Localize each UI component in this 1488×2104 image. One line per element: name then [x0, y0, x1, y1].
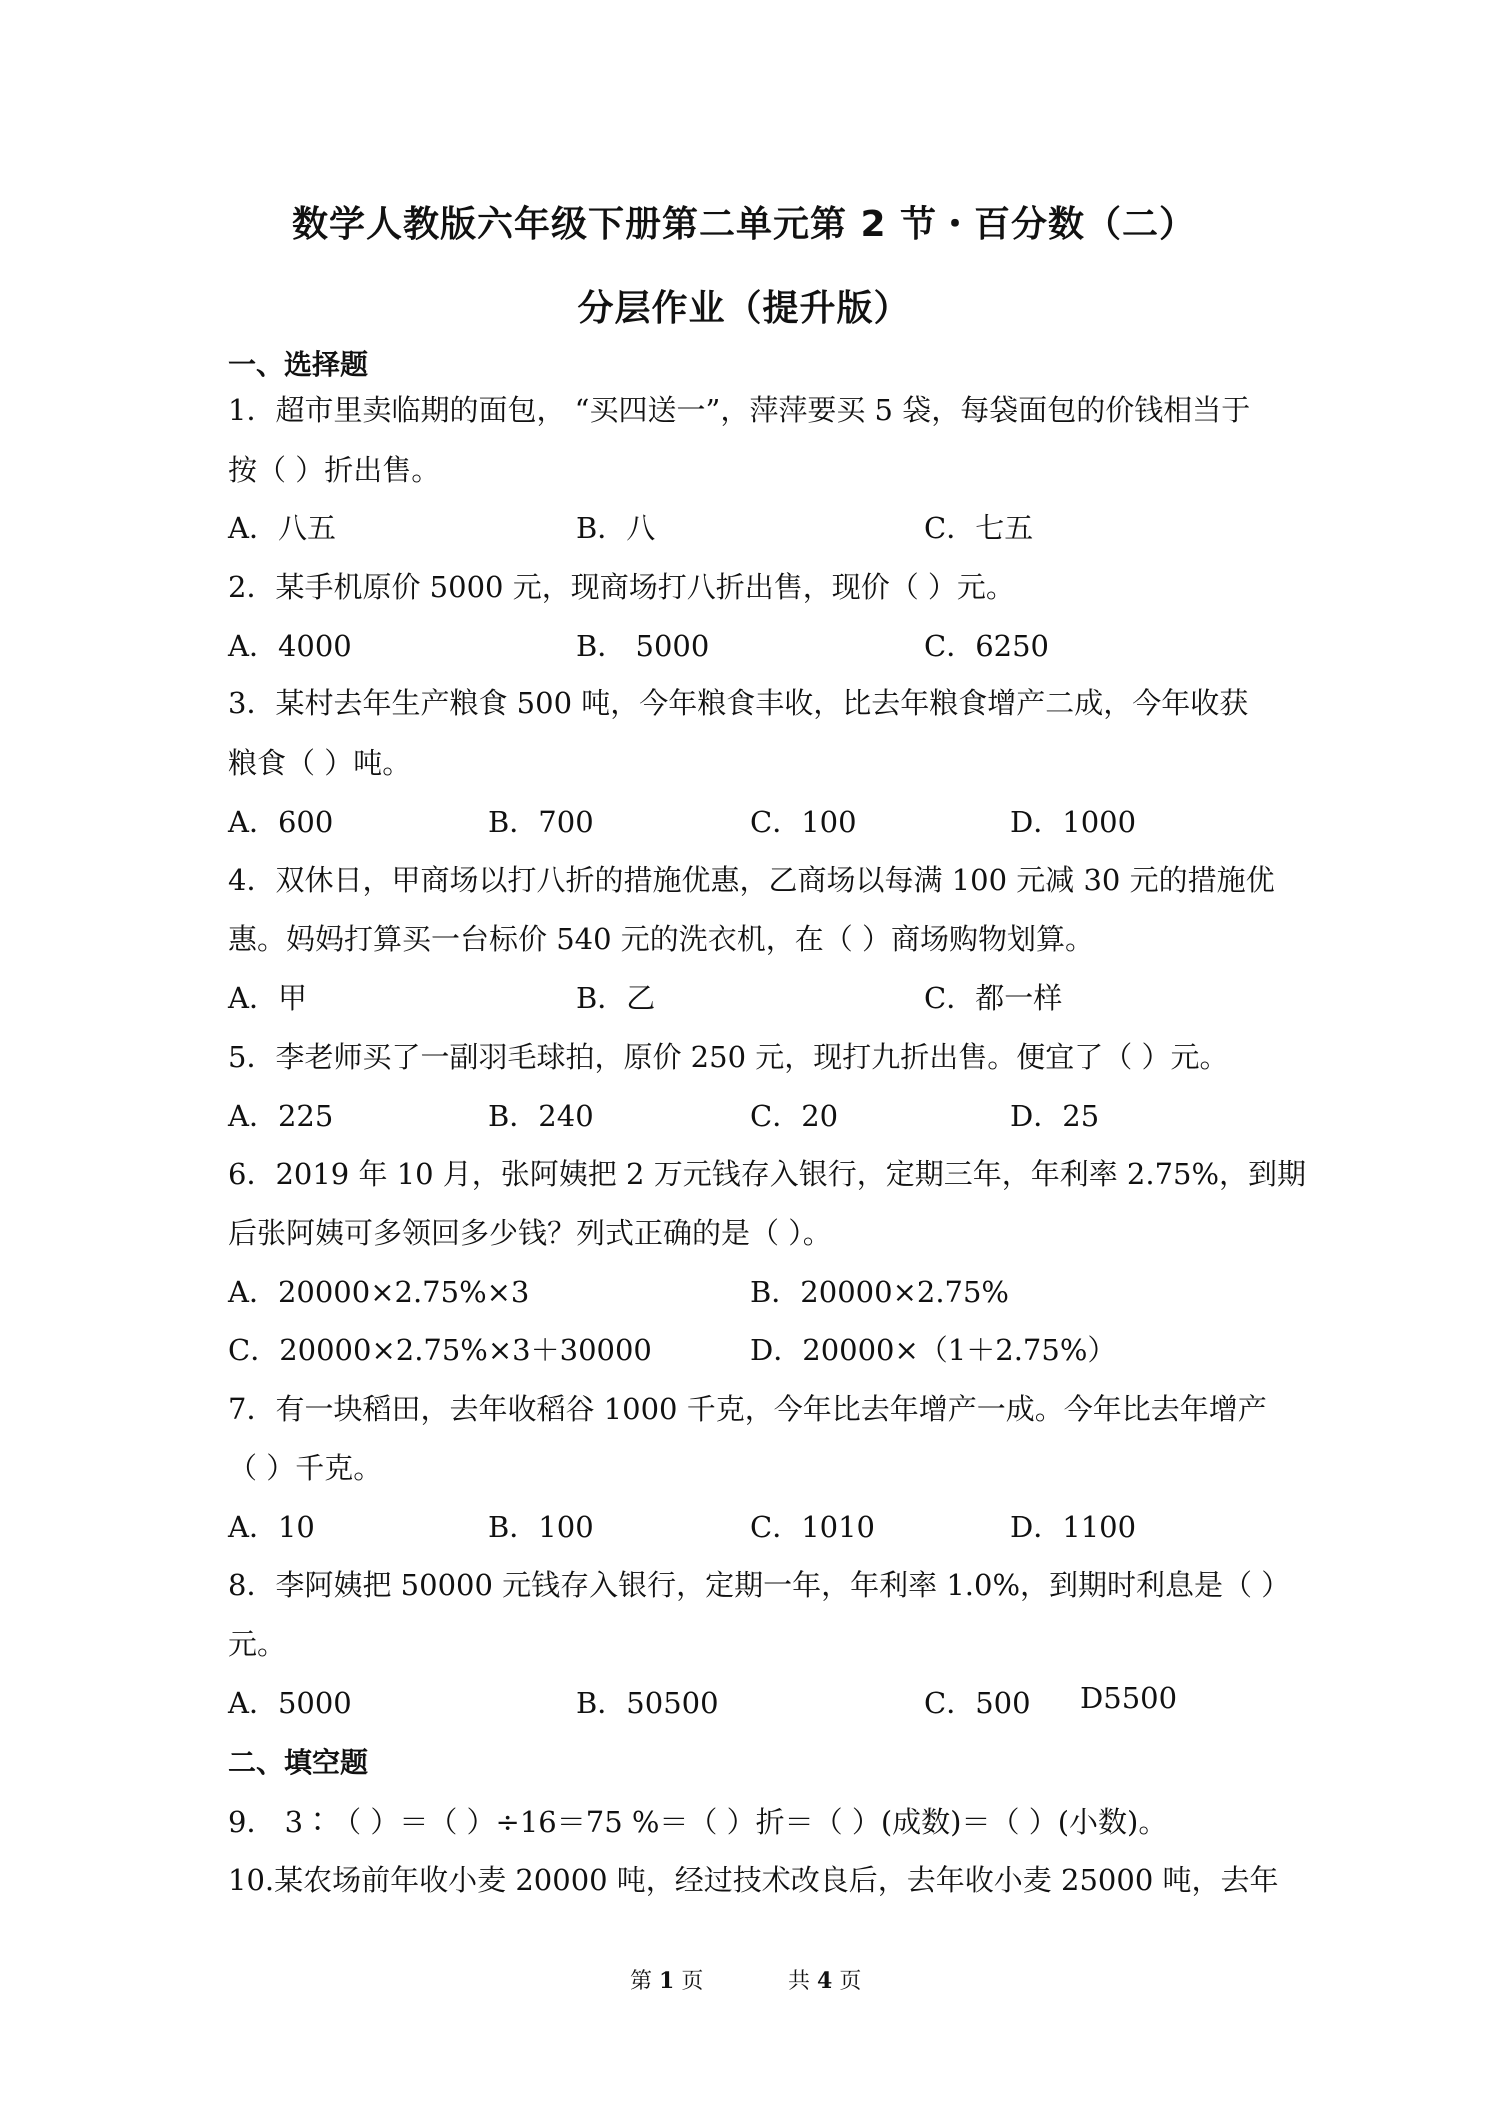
question-9-line-1: 9． 3∶（ ）＝（ ）÷16＝75 %＝（ ）折＝（ ）(成数)＝（ ）(小数)。 — [228, 1805, 1168, 1839]
question-4-option-a: A．甲 — [228, 981, 307, 1015]
question-2-option-a: A．4000 — [228, 629, 352, 663]
question-5-option-b: B．240 — [488, 1099, 594, 1133]
question-7-option-a: A．10 — [228, 1510, 315, 1544]
page-title: 数学人教版六年级下册第二单元第 2 节・百分数（二） — [291, 204, 1197, 245]
footer-page-value: 1 — [659, 1968, 675, 1994]
section-heading-choice: 一、选择题 — [228, 348, 369, 381]
question-3-line-1: 3．某村去年生产粮食 500 吨，今年粮食丰收，比去年粮食增产二成，今年收获 — [228, 686, 1249, 720]
question-7-line-2: （ ）千克。 — [228, 1451, 383, 1485]
question-8-option-c: C．500 — [924, 1686, 1031, 1720]
question-8-line-2: 元。 — [228, 1627, 287, 1661]
footer-total-prefix: 共 — [788, 1969, 811, 1994]
question-8-option-a: A．5000 — [228, 1686, 352, 1720]
footer-page-prefix: 第 — [630, 1969, 653, 1994]
question-6-option-d: D．20000×（1＋2.75%） — [750, 1333, 1117, 1367]
question-5-option-d: D．25 — [1010, 1099, 1100, 1133]
question-4-option-c: C．都一样 — [924, 981, 1063, 1015]
question-10-line-1: 10.某农场前年收小麦 20000 吨，经过技术改良后，去年收小麦 25000 吨，去年 — [228, 1863, 1279, 1897]
question-2-option-c: C．6250 — [924, 629, 1049, 663]
question-3-option-a: A．600 — [228, 805, 334, 839]
question-1-line-2: 按（ ）折出售。 — [228, 453, 441, 487]
question-3-option-b: B．700 — [488, 805, 594, 839]
question-6-line-1: 6．2019 年 10 月，张阿姨把 2 万元钱存入银行，定期三年，年利率 2.75%，到期 — [228, 1157, 1307, 1191]
question-1-option-c: C．七五 — [924, 511, 1034, 545]
question-8-option-d: D5500 — [1080, 1681, 1178, 1715]
question-4-line-2: 惠。妈妈打算买一台标价 540 元的洗衣机，在（ ）商场购物划算。 — [228, 922, 1095, 956]
question-1-option-a: A．八五 — [228, 511, 336, 545]
question-3-option-c: C．100 — [750, 805, 857, 839]
question-6-option-c: C．20000×2.75%×3＋30000 — [228, 1333, 652, 1367]
footer-total-suffix: 页 — [839, 1969, 862, 1994]
question-6-option-b: B．20000×2.75% — [750, 1275, 1009, 1309]
question-7-option-d: D．1100 — [1010, 1510, 1137, 1544]
footer-page-number — [630, 1964, 703, 1995]
question-2-line-1: 2．某手机原价 5000 元，现商场打八折出售，现价（ ）元。 — [228, 570, 1015, 604]
question-5-option-a: A．225 — [228, 1099, 334, 1133]
question-8-line-1: 8．李阿姨把 50000 元钱存入银行，定期一年，年利率 1.0%，到期时利息是（ ） — [228, 1568, 1291, 1602]
question-1-option-b: B．八 — [576, 511, 656, 545]
question-8-option-b: B．50500 — [576, 1686, 719, 1720]
page-subtitle: 分层作业（提升版） — [577, 288, 911, 329]
question-7-line-1: 7．有一块稻田，去年收稻谷 1000 千克，今年比去年增产一成。今年比去年增产 — [228, 1392, 1267, 1426]
question-7-option-c: C．1010 — [750, 1510, 875, 1544]
question-2-option-b: B． 5000 — [576, 629, 710, 663]
footer-page-suffix: 页 — [681, 1969, 704, 1994]
question-6-line-2: 后张阿姨可多领回多少钱？列式正确的是（ ）。 — [228, 1216, 832, 1250]
question-6-option-a: A．20000×2.75%×3 — [228, 1275, 530, 1309]
question-3-option-d: D．1000 — [1010, 805, 1137, 839]
question-5-line-1: 5．李老师买了一副羽毛球拍，原价 250 元，现打九折出售。便宜了（ ）元。 — [228, 1040, 1229, 1074]
question-5-option-c: C．20 — [750, 1099, 839, 1133]
question-1-line-1: 1．超市里卖临期的面包， “买四送一”，萍萍要买 5 袋，每袋面包的价钱相当于 — [228, 393, 1251, 427]
question-4-line-1: 4．双休日，甲商场以打八折的措施优惠，乙商场以每满 100 元减 30 元的措施优 — [228, 863, 1275, 897]
footer-total-value: 4 — [817, 1968, 833, 1994]
footer-total-pages — [788, 1964, 861, 1995]
question-3-line-2: 粮食（ ）吨。 — [228, 746, 412, 780]
question-4-option-b: B．乙 — [576, 981, 656, 1015]
section-heading-fill: 二、填空题 — [228, 1746, 369, 1779]
question-7-option-b: B．100 — [488, 1510, 594, 1544]
